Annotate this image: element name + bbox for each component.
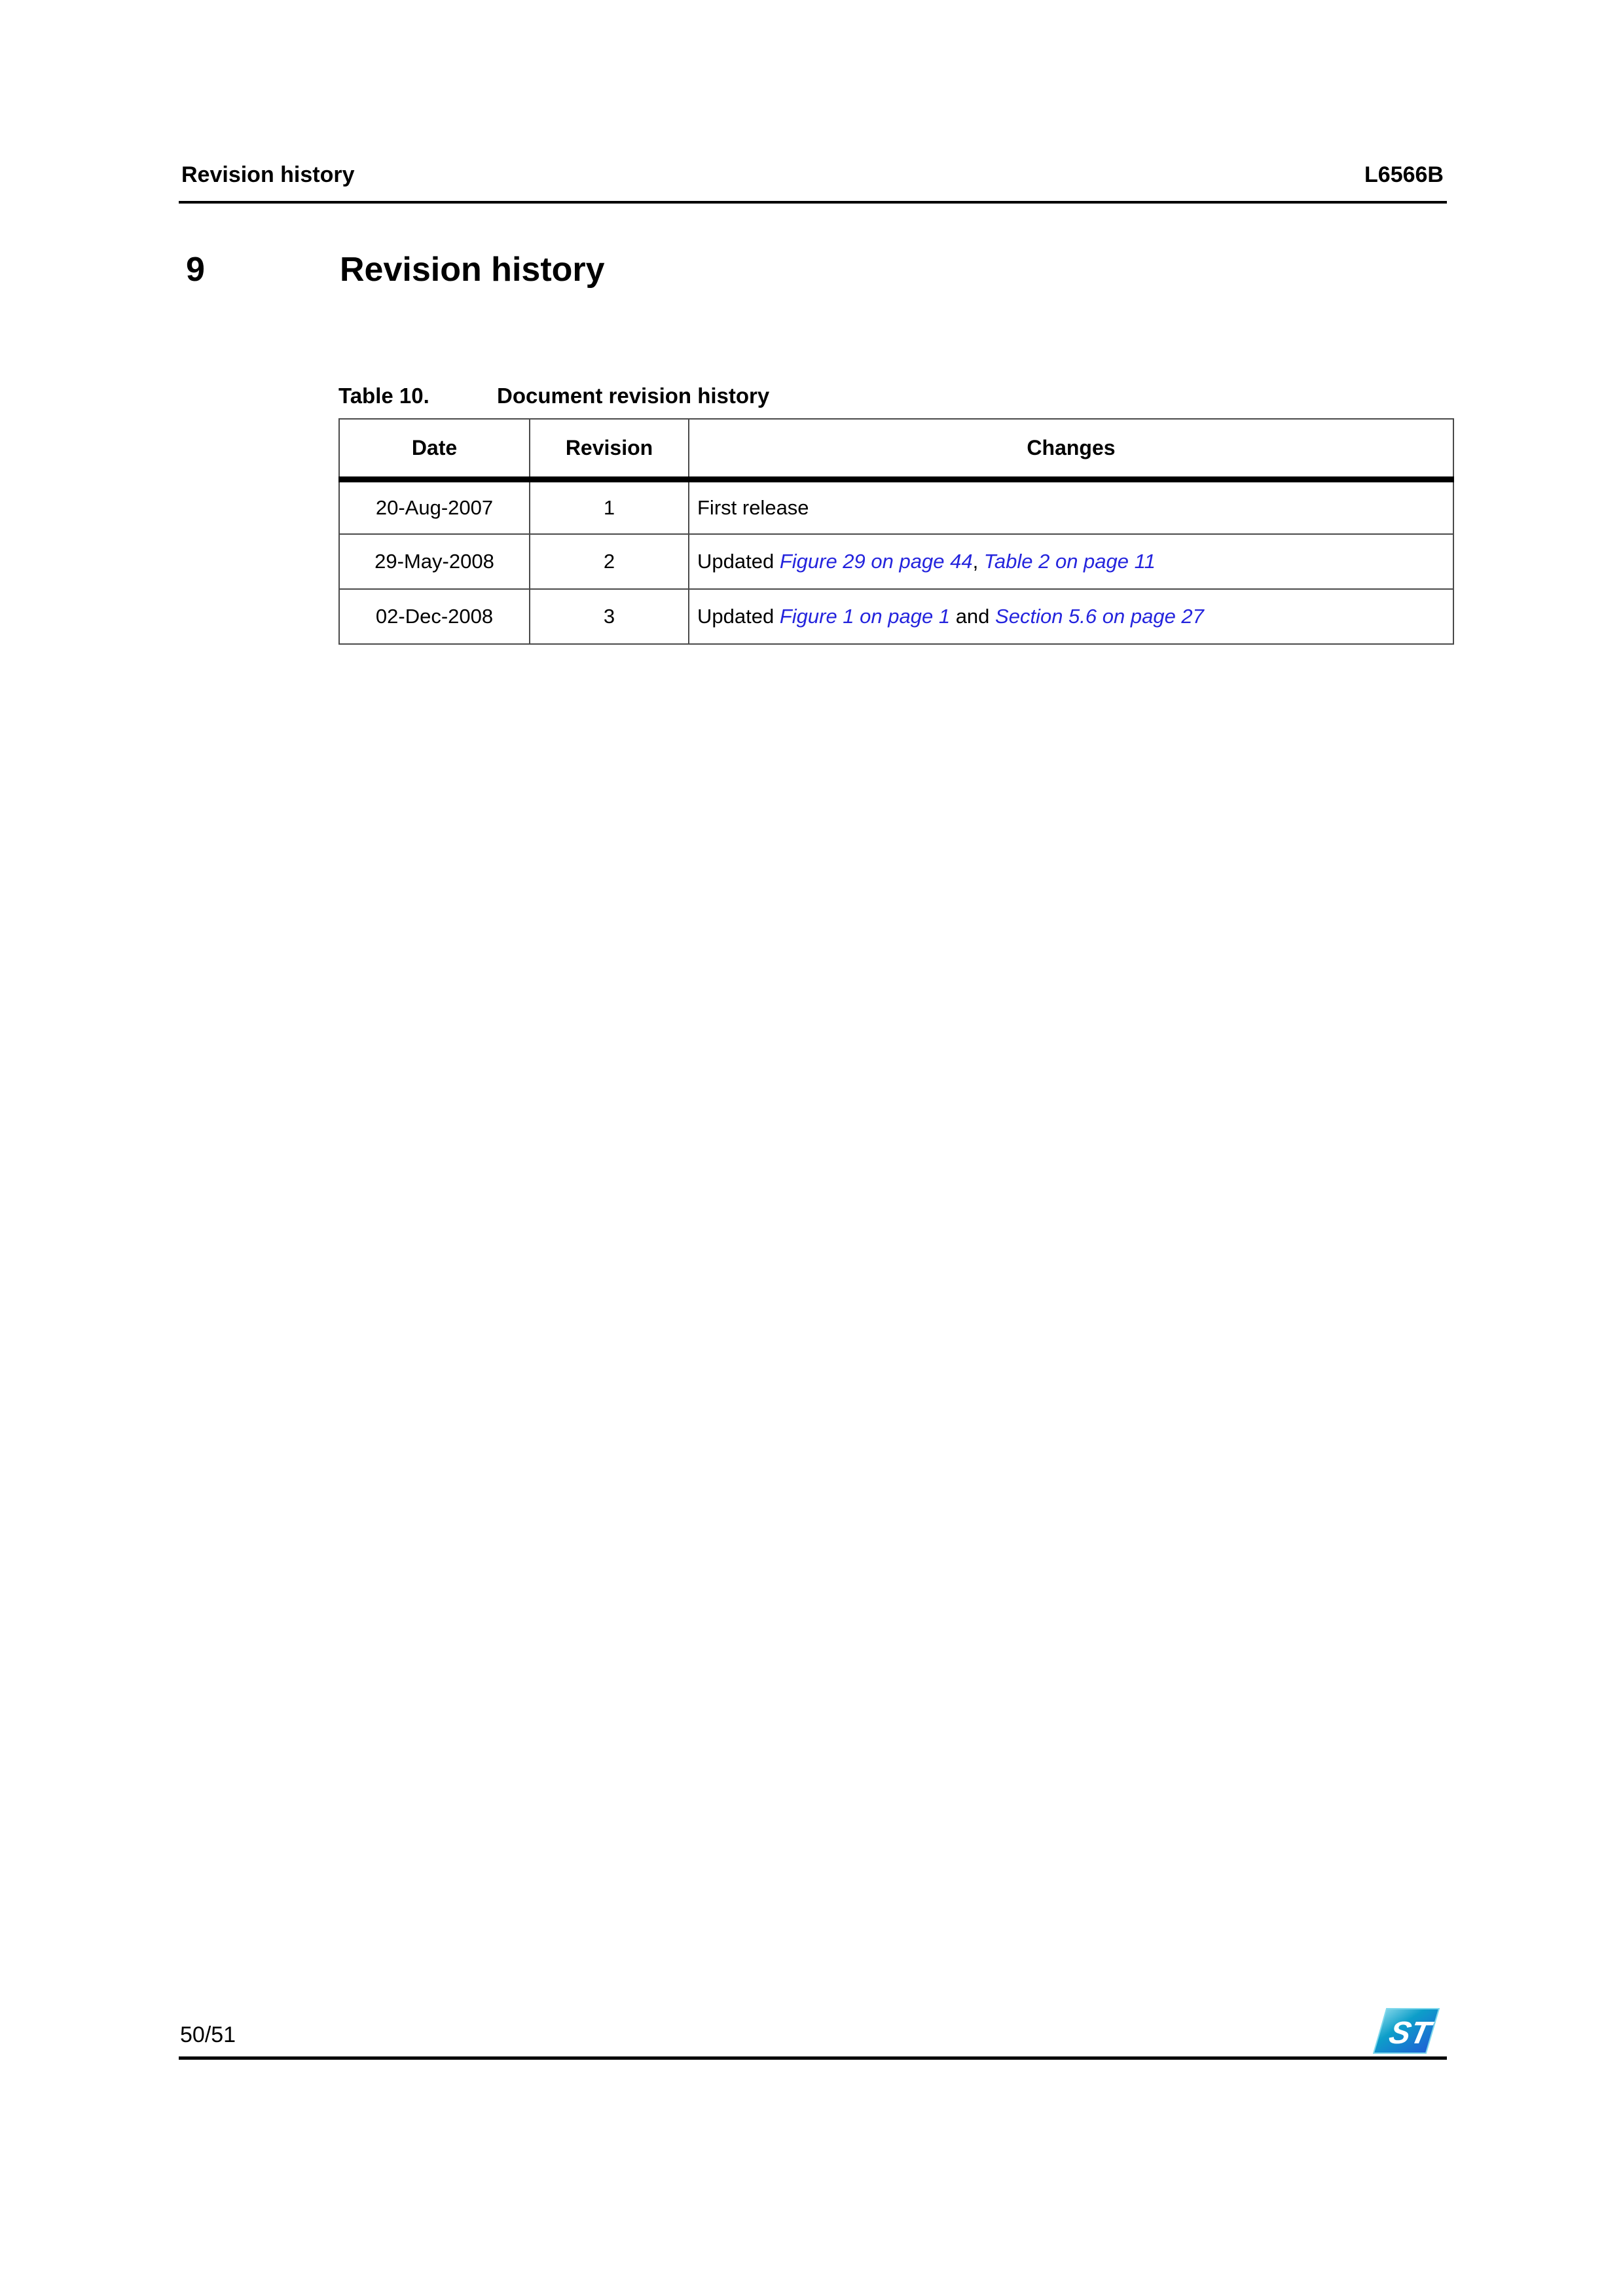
revision-cell: 3 xyxy=(530,589,689,644)
page-header xyxy=(181,162,1444,188)
date-cell: 20-Aug-2007 xyxy=(339,479,530,534)
date-cell: 02-Dec-2008 xyxy=(339,589,530,644)
footer-rule xyxy=(179,2056,1447,2060)
table-row xyxy=(339,589,1453,644)
changes-cell xyxy=(689,479,1453,534)
section-number: 9 xyxy=(186,251,205,289)
changes-text: , xyxy=(972,550,984,573)
header-part-number: L6566B xyxy=(1364,162,1444,187)
cross-reference-link[interactable]: Figure 29 on page 44 xyxy=(779,550,973,573)
revision-table-body xyxy=(339,479,1453,644)
table-caption: Document revision history xyxy=(497,384,770,408)
changes-text: Updated xyxy=(697,550,780,573)
cross-reference-link[interactable]: Section 5.6 on page 27 xyxy=(995,605,1204,628)
section-title: Revision history xyxy=(340,251,605,289)
changes-cell xyxy=(689,534,1453,589)
changes-text: Updated xyxy=(697,605,780,628)
header-section-title: Revision history xyxy=(181,162,355,187)
cross-reference-link[interactable]: Table 2 on page 11 xyxy=(983,550,1156,573)
st-logo xyxy=(1373,2008,1440,2054)
column-header-revision: Revision xyxy=(530,419,689,479)
changes-cell xyxy=(689,589,1453,644)
table-row xyxy=(339,479,1453,534)
column-header-date: Date xyxy=(339,419,530,479)
table-header-row xyxy=(339,419,1453,479)
page-number: 50/51 xyxy=(180,2022,236,2047)
section-heading xyxy=(186,250,605,289)
table-label: Table 10. xyxy=(338,384,429,408)
table-title xyxy=(338,384,769,408)
revision-history-table xyxy=(338,418,1454,645)
table-row xyxy=(339,534,1453,589)
cross-reference-link[interactable]: Figure 1 on page 1 xyxy=(779,605,951,628)
revision-cell: 1 xyxy=(530,479,689,534)
date-cell: 29-May-2008 xyxy=(339,534,530,589)
column-header-changes: Changes xyxy=(689,419,1453,479)
st-logo-letters: ST xyxy=(1386,2015,1434,2051)
revision-cell: 2 xyxy=(530,534,689,589)
changes-text: First release xyxy=(697,495,809,519)
header-rule xyxy=(179,201,1447,204)
changes-text: and xyxy=(950,605,996,628)
